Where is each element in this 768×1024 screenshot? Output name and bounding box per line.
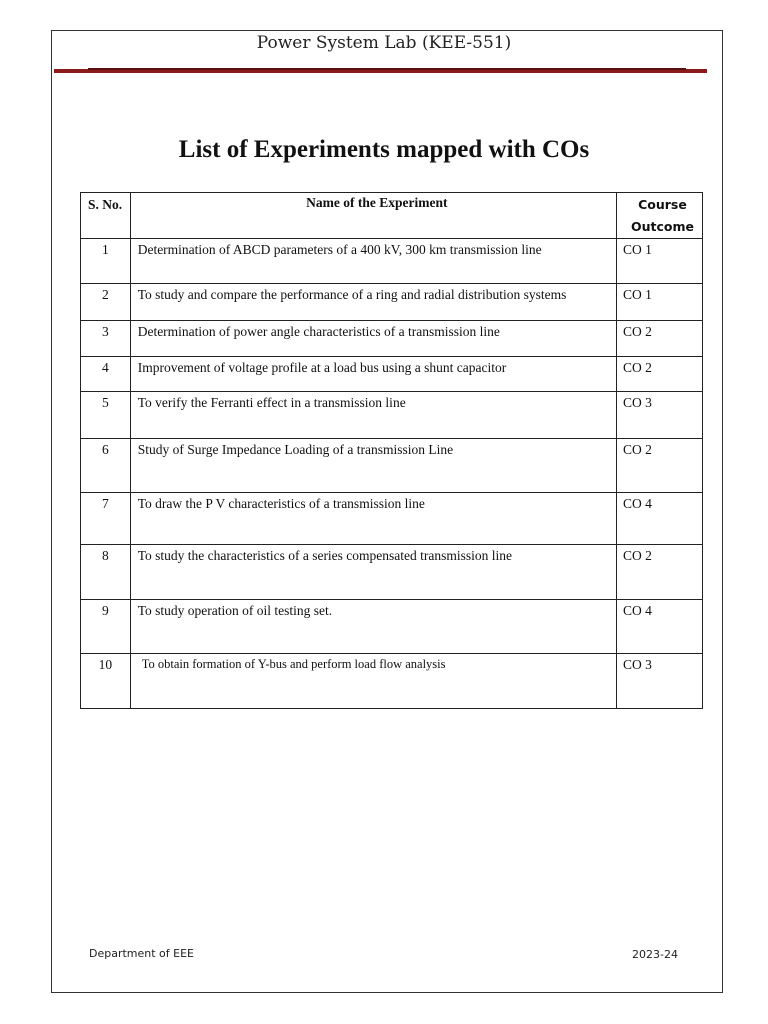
row-sno: 8 (81, 545, 131, 600)
row-name: To study operation of oil testing set. (130, 600, 616, 654)
experiments-table (80, 192, 703, 709)
table-row (81, 392, 703, 439)
table-row (81, 357, 703, 392)
table-row (81, 493, 703, 545)
row-sno: 10 (81, 654, 131, 709)
row-name: To obtain formation of Y-bus and perform load flow analysis (130, 654, 616, 709)
row-sno: 3 (81, 321, 131, 357)
row-co: CO 3 (616, 392, 702, 439)
row-co: CO 3 (616, 654, 702, 709)
row-co: CO 1 (616, 284, 702, 321)
row-name: To study and compare the performance of a ring and radial distribution systems (130, 284, 616, 321)
row-co: CO 2 (616, 357, 702, 392)
row-co: CO 2 (616, 545, 702, 600)
header-rule-inner (88, 68, 686, 70)
row-sno: 9 (81, 600, 131, 654)
table-row (81, 654, 703, 709)
header-title: Power System Lab (KEE-551) (256, 33, 512, 53)
document-title: List of Experiments mapped with COs (178, 136, 590, 163)
row-co: CO 1 (616, 239, 702, 284)
row-name: Study of Surge Impedance Loading of a transmission Line (130, 439, 616, 493)
table-row (81, 600, 703, 654)
row-name: Determination of power angle characteristics of a transmission line (130, 321, 616, 357)
footer-department: Department of EEE (89, 947, 195, 960)
row-sno: 5 (81, 392, 131, 439)
row-sno: 6 (81, 439, 131, 493)
row-sno: 2 (81, 284, 131, 321)
table-row (81, 284, 703, 321)
row-co: CO 4 (616, 493, 702, 545)
row-sno: 1 (81, 239, 131, 284)
table-header-row (81, 193, 703, 239)
table-row (81, 439, 703, 493)
footer-year: 2023-24 (632, 948, 678, 961)
row-sno: 7 (81, 493, 131, 545)
row-name: Determination of ABCD parameters of a 400 kV, 300 km transmission line (130, 239, 616, 284)
row-co: CO 2 (616, 321, 702, 357)
table-row (81, 321, 703, 357)
table-row (81, 545, 703, 600)
row-co: CO 2 (616, 439, 702, 493)
header-sno: S. No. (81, 193, 131, 239)
table-row (81, 239, 703, 284)
header-name: Name of the Experiment (130, 193, 616, 239)
row-name: Improvement of voltage profile at a load bus using a shunt capacitor (130, 357, 616, 392)
row-name: To draw the P V characteristics of a transmission line (130, 493, 616, 545)
row-name: To verify the Ferranti effect in a transmission line (130, 392, 616, 439)
row-sno: 4 (81, 357, 131, 392)
header-course-outcome: Course Outcome (616, 193, 702, 239)
row-name: To study the characteristics of a series compensated transmission line (130, 545, 616, 600)
row-co: CO 4 (616, 600, 702, 654)
